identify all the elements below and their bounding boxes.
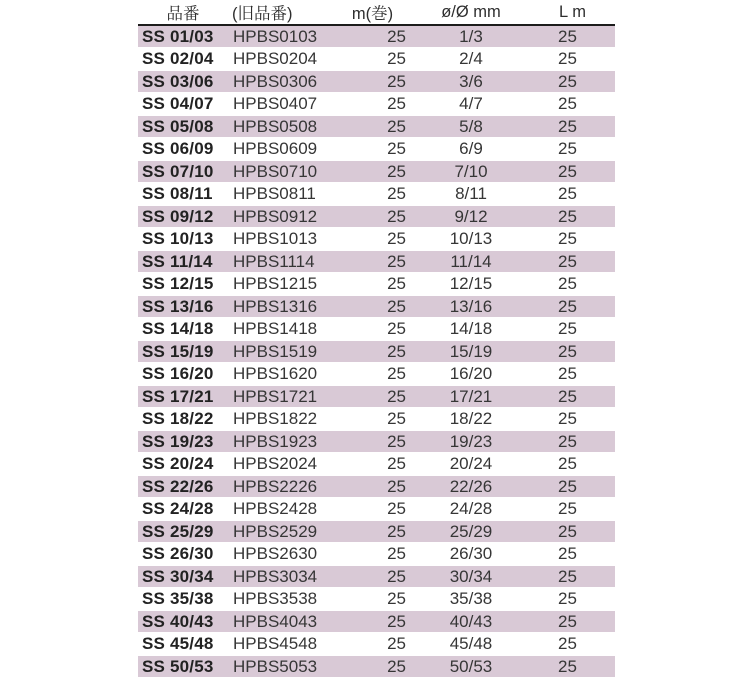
table-row: [138, 475, 615, 498]
table-row: [138, 408, 615, 431]
header-row: [138, 0, 615, 25]
part-number-cell: SS 50/53: [138, 655, 228, 678]
old-part-number-cell: HPBS0407: [228, 93, 333, 116]
table-row: [138, 340, 615, 363]
col-header-part-number: 品番: [138, 0, 228, 25]
length-cell: 25: [530, 543, 615, 566]
part-number-cell: SS 03/06: [138, 70, 228, 93]
length-cell: 25: [530, 273, 615, 296]
length-cell: 25: [530, 228, 615, 251]
diameter-cell: 14/18: [412, 318, 530, 341]
old-part-number-cell: HPBS1923: [228, 430, 333, 453]
length-cell: 25: [530, 408, 615, 431]
old-part-number-cell: HPBS2630: [228, 543, 333, 566]
old-part-number-cell: HPBS1620: [228, 363, 333, 386]
meters-per-roll-cell: 25: [333, 318, 412, 341]
old-part-number-cell: HPBS0204: [228, 48, 333, 71]
part-number-cell: SS 09/12: [138, 205, 228, 228]
meters-per-roll-cell: 25: [333, 633, 412, 656]
diameter-cell: 30/34: [412, 565, 530, 588]
old-part-number-cell: HPBS0811: [228, 183, 333, 206]
table-row: [138, 453, 615, 476]
part-number-cell: SS 17/21: [138, 385, 228, 408]
meters-per-roll-cell: 25: [333, 565, 412, 588]
meters-per-roll-cell: 25: [333, 48, 412, 71]
table-row: [138, 610, 615, 633]
meters-per-roll-cell: 25: [333, 160, 412, 183]
length-cell: 25: [530, 138, 615, 161]
meters-per-roll-cell: 25: [333, 115, 412, 138]
old-part-number-cell: HPBS3034: [228, 565, 333, 588]
old-part-number-cell: HPBS1215: [228, 273, 333, 296]
old-part-number-cell: HPBS4043: [228, 610, 333, 633]
table-row: [138, 633, 615, 656]
part-number-cell: SS 40/43: [138, 610, 228, 633]
old-part-number-cell: HPBS1721: [228, 385, 333, 408]
part-number-cell: SS 35/38: [138, 588, 228, 611]
product-spec-table: [138, 0, 615, 678]
meters-per-roll-cell: 25: [333, 430, 412, 453]
part-number-cell: SS 08/11: [138, 183, 228, 206]
col-header-diameter-mm: ø/Ø mm: [412, 0, 530, 25]
meters-per-roll-cell: 25: [333, 340, 412, 363]
old-part-number-cell: HPBS0508: [228, 115, 333, 138]
old-part-number-cell: HPBS1519: [228, 340, 333, 363]
length-cell: 25: [530, 363, 615, 386]
table-row: [138, 318, 615, 341]
table-row: [138, 138, 615, 161]
diameter-cell: 45/48: [412, 633, 530, 656]
diameter-cell: 35/38: [412, 588, 530, 611]
length-cell: 25: [530, 205, 615, 228]
diameter-cell: 40/43: [412, 610, 530, 633]
table-row: [138, 588, 615, 611]
old-part-number-cell: HPBS1114: [228, 250, 333, 273]
table-row: [138, 70, 615, 93]
length-cell: 25: [530, 475, 615, 498]
old-part-number-cell: HPBS3538: [228, 588, 333, 611]
meters-per-roll-cell: 25: [333, 385, 412, 408]
table-row: [138, 295, 615, 318]
diameter-cell: 17/21: [412, 385, 530, 408]
diameter-cell: 6/9: [412, 138, 530, 161]
length-cell: 25: [530, 115, 615, 138]
col-header-length-m: L m: [530, 0, 615, 25]
diameter-cell: 19/23: [412, 430, 530, 453]
length-cell: 25: [530, 430, 615, 453]
table-row: [138, 565, 615, 588]
diameter-cell: 13/16: [412, 295, 530, 318]
old-part-number-cell: HPBS1316: [228, 295, 333, 318]
meters-per-roll-cell: 25: [333, 183, 412, 206]
diameter-cell: 5/8: [412, 115, 530, 138]
length-cell: 25: [530, 70, 615, 93]
table-row: [138, 228, 615, 251]
table-row: [138, 115, 615, 138]
part-number-cell: SS 30/34: [138, 565, 228, 588]
part-number-cell: SS 02/04: [138, 48, 228, 71]
old-part-number-cell: HPBS1013: [228, 228, 333, 251]
table-body: [138, 25, 615, 678]
old-part-number-cell: HPBS2428: [228, 498, 333, 521]
table-header: [138, 0, 615, 25]
diameter-cell: 8/11: [412, 183, 530, 206]
length-cell: 25: [530, 453, 615, 476]
meters-per-roll-cell: 25: [333, 138, 412, 161]
length-cell: 25: [530, 385, 615, 408]
table-row: [138, 183, 615, 206]
table-row: [138, 160, 615, 183]
table-row: [138, 543, 615, 566]
diameter-cell: 26/30: [412, 543, 530, 566]
old-part-number-cell: HPBS2226: [228, 475, 333, 498]
old-part-number-cell: HPBS0710: [228, 160, 333, 183]
diameter-cell: 7/10: [412, 160, 530, 183]
meters-per-roll-cell: 25: [333, 453, 412, 476]
meters-per-roll-cell: 25: [333, 610, 412, 633]
old-part-number-cell: HPBS0609: [228, 138, 333, 161]
table-row: [138, 273, 615, 296]
part-number-cell: SS 05/08: [138, 115, 228, 138]
table-row: [138, 520, 615, 543]
table-row: [138, 250, 615, 273]
part-number-cell: SS 13/16: [138, 295, 228, 318]
meters-per-roll-cell: 25: [333, 655, 412, 678]
meters-per-roll-cell: 25: [333, 498, 412, 521]
meters-per-roll-cell: 25: [333, 70, 412, 93]
meters-per-roll-cell: 25: [333, 25, 412, 48]
meters-per-roll-cell: 25: [333, 408, 412, 431]
table-row: [138, 25, 615, 48]
diameter-cell: 16/20: [412, 363, 530, 386]
part-number-cell: SS 19/23: [138, 430, 228, 453]
length-cell: 25: [530, 565, 615, 588]
meters-per-roll-cell: 25: [333, 520, 412, 543]
part-number-cell: SS 18/22: [138, 408, 228, 431]
length-cell: 25: [530, 160, 615, 183]
length-cell: 25: [530, 610, 615, 633]
table-row: [138, 385, 615, 408]
part-number-cell: SS 20/24: [138, 453, 228, 476]
part-number-cell: SS 12/15: [138, 273, 228, 296]
diameter-cell: 24/28: [412, 498, 530, 521]
diameter-cell: 15/19: [412, 340, 530, 363]
length-cell: 25: [530, 520, 615, 543]
part-number-cell: SS 24/28: [138, 498, 228, 521]
part-number-cell: SS 06/09: [138, 138, 228, 161]
col-header-old-part-number: (旧品番): [228, 0, 333, 25]
length-cell: 25: [530, 633, 615, 656]
table-row: [138, 498, 615, 521]
old-part-number-cell: HPBS2024: [228, 453, 333, 476]
old-part-number-cell: HPBS0306: [228, 70, 333, 93]
meters-per-roll-cell: 25: [333, 93, 412, 116]
length-cell: 25: [530, 588, 615, 611]
part-number-cell: SS 14/18: [138, 318, 228, 341]
part-number-cell: SS 26/30: [138, 543, 228, 566]
diameter-cell: 20/24: [412, 453, 530, 476]
diameter-cell: 1/3: [412, 25, 530, 48]
length-cell: 25: [530, 183, 615, 206]
length-cell: 25: [530, 48, 615, 71]
old-part-number-cell: HPBS1822: [228, 408, 333, 431]
length-cell: 25: [530, 93, 615, 116]
meters-per-roll-cell: 25: [333, 295, 412, 318]
diameter-cell: 22/26: [412, 475, 530, 498]
meters-per-roll-cell: 25: [333, 588, 412, 611]
length-cell: 25: [530, 340, 615, 363]
meters-per-roll-cell: 25: [333, 273, 412, 296]
table-row: [138, 205, 615, 228]
part-number-cell: SS 16/20: [138, 363, 228, 386]
table-row: [138, 655, 615, 678]
length-cell: 25: [530, 498, 615, 521]
table-row: [138, 93, 615, 116]
part-number-cell: SS 07/10: [138, 160, 228, 183]
diameter-cell: 12/15: [412, 273, 530, 296]
meters-per-roll-cell: 25: [333, 205, 412, 228]
diameter-cell: 10/13: [412, 228, 530, 251]
old-part-number-cell: HPBS1418: [228, 318, 333, 341]
meters-per-roll-cell: 25: [333, 250, 412, 273]
meters-per-roll-cell: 25: [333, 363, 412, 386]
diameter-cell: 3/6: [412, 70, 530, 93]
part-number-cell: SS 25/29: [138, 520, 228, 543]
diameter-cell: 25/29: [412, 520, 530, 543]
length-cell: 25: [530, 295, 615, 318]
table-row: [138, 48, 615, 71]
diameter-cell: 18/22: [412, 408, 530, 431]
length-cell: 25: [530, 318, 615, 341]
meters-per-roll-cell: 25: [333, 543, 412, 566]
diameter-cell: 50/53: [412, 655, 530, 678]
diameter-cell: 11/14: [412, 250, 530, 273]
diameter-cell: 9/12: [412, 205, 530, 228]
old-part-number-cell: HPBS5053: [228, 655, 333, 678]
old-part-number-cell: HPBS2529: [228, 520, 333, 543]
old-part-number-cell: HPBS0912: [228, 205, 333, 228]
old-part-number-cell: HPBS4548: [228, 633, 333, 656]
length-cell: 25: [530, 25, 615, 48]
part-number-cell: SS 22/26: [138, 475, 228, 498]
part-number-cell: SS 11/14: [138, 250, 228, 273]
part-number-cell: SS 10/13: [138, 228, 228, 251]
table-row: [138, 430, 615, 453]
diameter-cell: 2/4: [412, 48, 530, 71]
old-part-number-cell: HPBS0103: [228, 25, 333, 48]
meters-per-roll-cell: 25: [333, 228, 412, 251]
meters-per-roll-cell: 25: [333, 475, 412, 498]
part-number-cell: SS 04/07: [138, 93, 228, 116]
part-number-cell: SS 45/48: [138, 633, 228, 656]
part-number-cell: SS 15/19: [138, 340, 228, 363]
diameter-cell: 4/7: [412, 93, 530, 116]
col-header-meters-per-roll: m(巻): [333, 0, 412, 25]
length-cell: 25: [530, 250, 615, 273]
length-cell: 25: [530, 655, 615, 678]
part-number-cell: SS 01/03: [138, 25, 228, 48]
table-row: [138, 363, 615, 386]
